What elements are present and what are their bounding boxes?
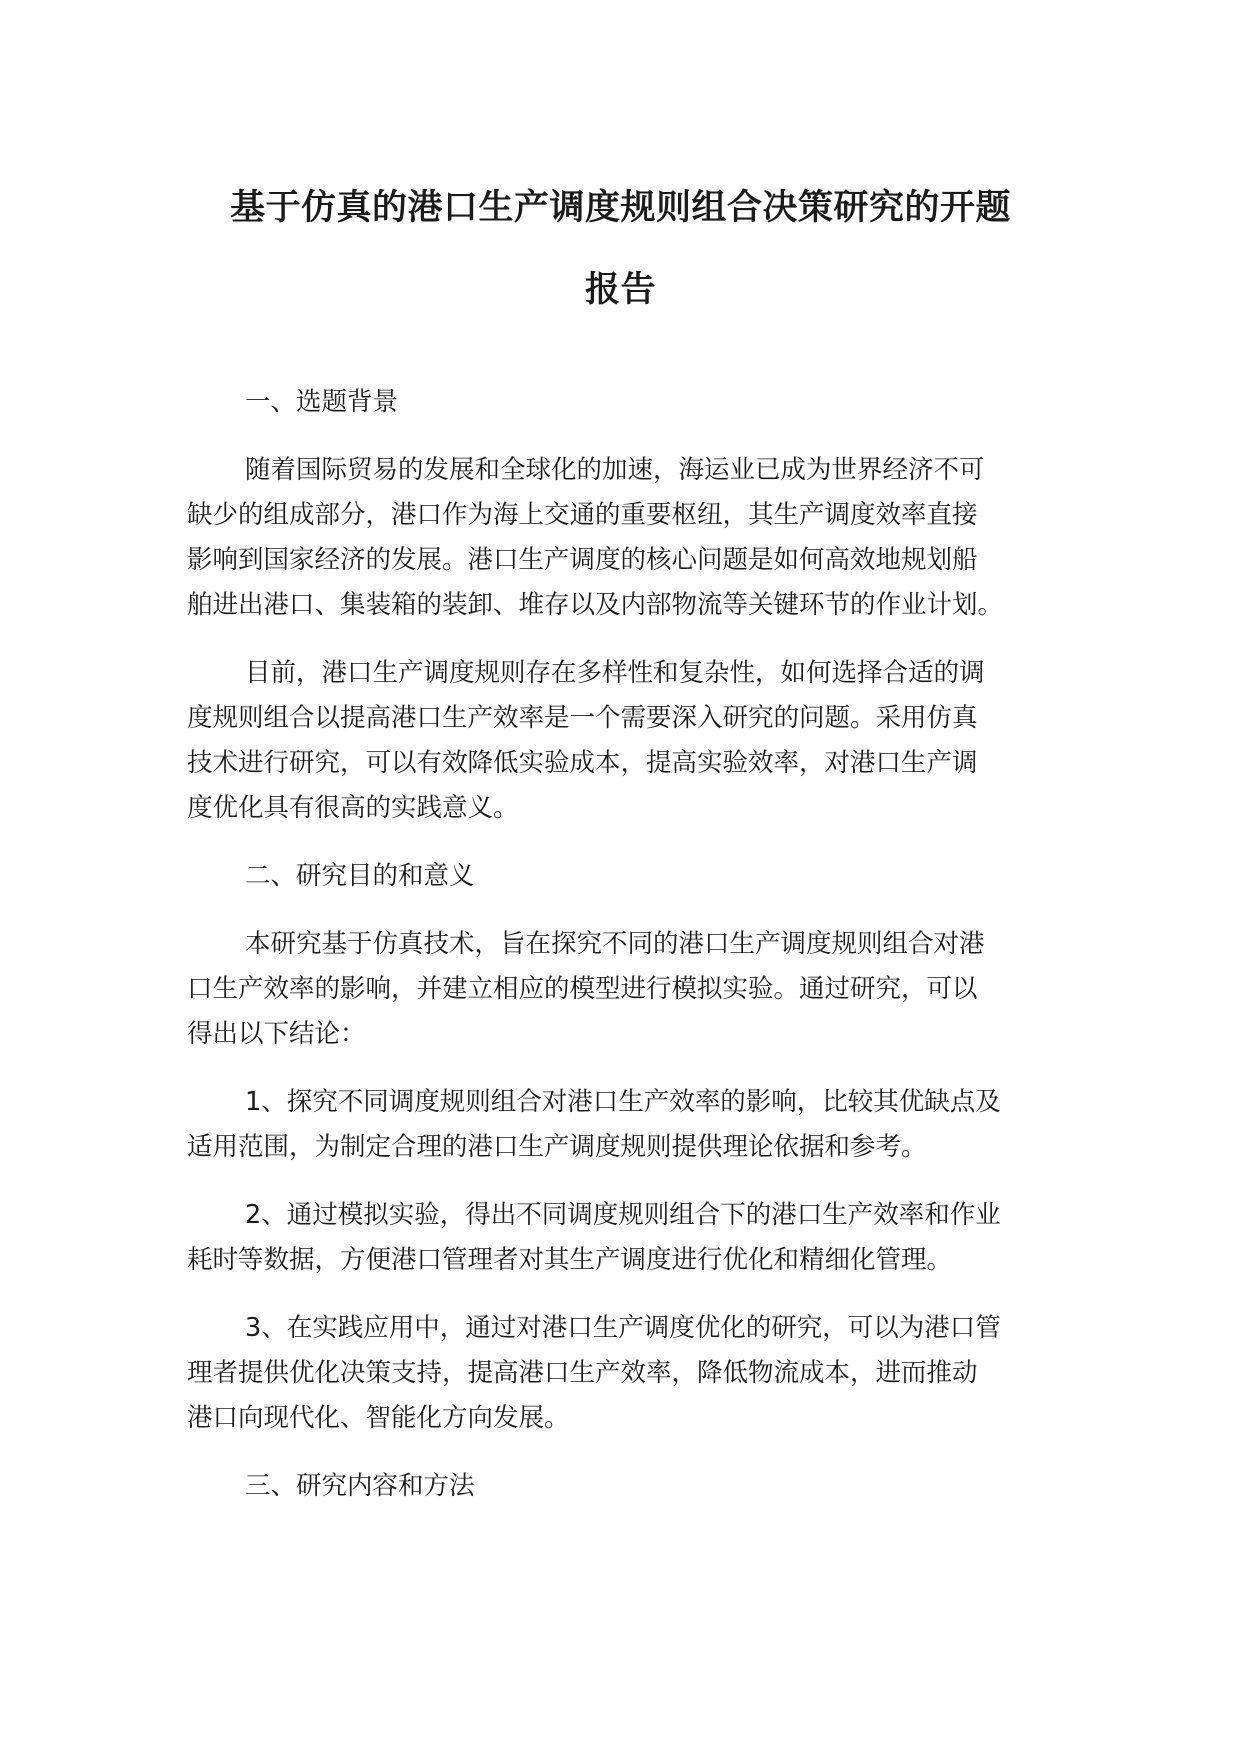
paragraph-line: 影响到国家经济的发展。港口生产调度的核心问题是如何高效地规划船: [187, 545, 978, 575]
document-title-line-2: 报告: [584, 270, 656, 310]
paragraph-line: 本研究基于仿真技术，旨在探究不同的港口生产调度规则组合对港: [245, 929, 985, 959]
paragraph-line: 随着国际贸易的发展和全球化的加速，海运业已成为世界经济不可: [245, 455, 985, 485]
section-heading-background: [187, 380, 1067, 425]
paragraph-line: 度规则组合以提高港口生产效率是一个需要深入研究的问题。采用仿真: [187, 703, 978, 733]
paragraph-line: 耗时等数据，方便港口管理者对其生产调度进行优化和精细化管理。: [187, 1245, 953, 1275]
paragraph-line: 港口向现代化、智能化方向发展。: [187, 1403, 570, 1433]
paragraph-line: 理者提供优化决策支持，提高港口生产效率，降低物流成本，进而推动: [187, 1358, 978, 1388]
paragraph-line: 3、在实践应用中，通过对港口生产调度优化的研究，可以为港口管: [245, 1313, 1001, 1343]
paragraph-background: [187, 448, 1067, 628]
document-body: [187, 380, 1067, 1509]
paragraph-line: 目前，港口生产调度规则存在多样性和复杂性，如何选择合适的调: [245, 658, 985, 688]
paragraph-line: 口生产效率的影响，并建立相应的模型进行模拟实验。通过研究，可以: [187, 974, 978, 1004]
section-heading-purpose: [187, 854, 1067, 899]
heading-line: 一、选题背景: [245, 387, 399, 417]
section-heading-methods: [187, 1464, 1067, 1509]
paragraph-line: 缺少的组成部分，港口作为海上交通的重要枢纽，其生产调度效率直接: [187, 500, 978, 530]
paragraph-line: 得出以下结论：: [187, 1019, 366, 1049]
paragraph-purpose: [187, 922, 1067, 1057]
heading-line: 三、研究内容和方法: [245, 1471, 475, 1501]
paragraph-current-status: [187, 651, 1067, 831]
heading-line: 二、研究目的和意义: [245, 861, 475, 891]
paragraph-line: 2、通过模拟实验，得出不同调度规则组合下的港口生产效率和作业: [245, 1200, 1001, 1230]
list-item-1: [187, 1080, 1067, 1170]
paragraph-line: 度优化具有很高的实践意义。: [187, 793, 519, 823]
document-title-line-1: 基于仿真的港口生产调度规则组合决策研究的开题: [229, 188, 1011, 228]
list-item-2: [187, 1193, 1067, 1283]
paragraph-line: 适用范围，为制定合理的港口生产调度规则提供理论依据和参考。: [187, 1132, 927, 1162]
list-item-3: [187, 1306, 1067, 1441]
paragraph-line: 1、探究不同调度规则组合对港口生产效率的影响，比较其优缺点及: [245, 1087, 1001, 1117]
paragraph-line: 舶进出港口、集装箱的装卸、堆存以及内部物流等关键环节的作业计划。: [187, 590, 1004, 620]
paragraph-line: 技术进行研究，可以有效降低实验成本，提高实验效率，对港口生产调: [187, 748, 978, 778]
